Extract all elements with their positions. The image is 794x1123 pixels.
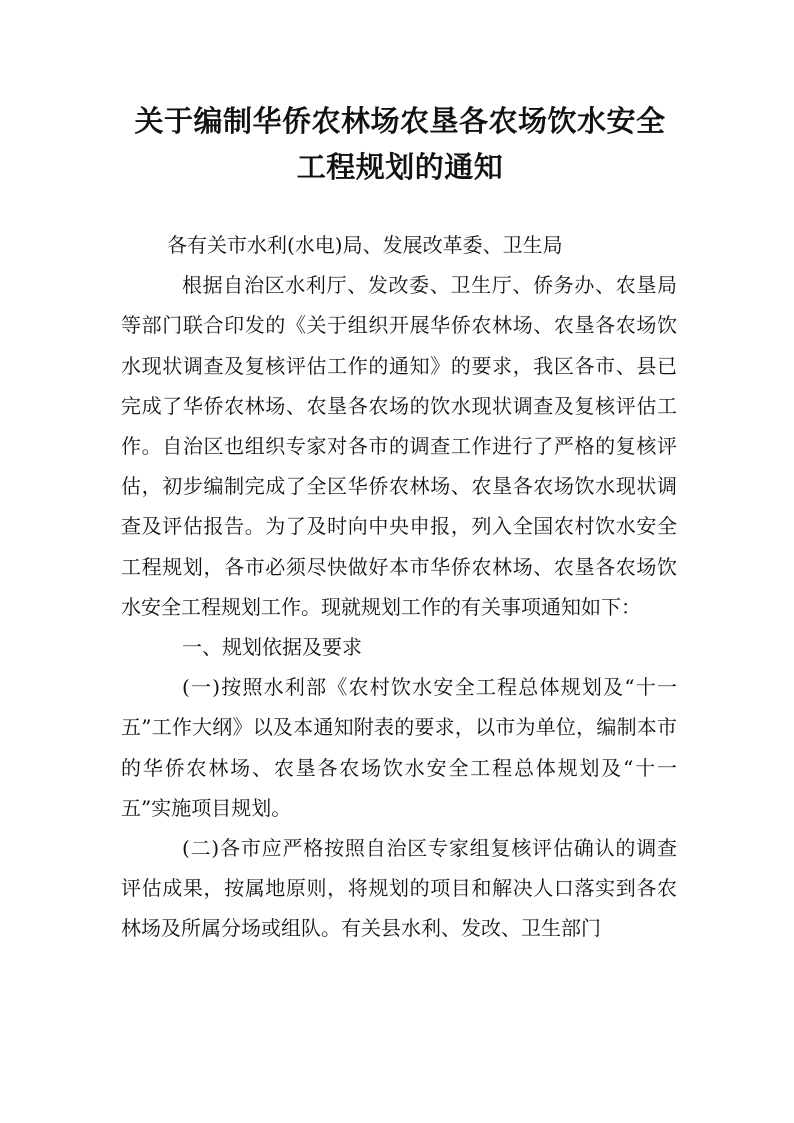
title-line-1: 关于编制华侨农林场农垦各农场饮水安全	[134, 104, 666, 138]
salutation: 各有关市水利(水电)局、发展改革委、卫生局	[167, 233, 563, 257]
paragraph: (一)按照水利部《农村饮水安全工程总体规划及“十一五”工作大纲》以及本通知附表的要求，以市为单位，编制本市的华侨农林场、农垦各农场饮水安全工程总体规划及“十一五”实施项目规划。	[121, 675, 677, 820]
paragraph: 根据自治区水利厅、发改委、卫生厅、侨务办、农垦局等部门联合印发的《关于组织开展华侨农林场、农垦各农场饮水现状调查及复核评估工作的通知》的要求，我区各市、县已完成了华侨农林场、农垦各农场的饮水现状调查及复核评估工作。自治区也组织专家对各市的调查工作进行了严格的复核评估，初步编制完成了全区华侨农林场、农垦各农场饮水现状调查及评估报告。为了及时向中央申报，列入全国农村饮水安全工程规划，各市必须尽快做好本市华侨农林场、农垦各农场饮水安全工程规划工作。现就规划工作的有关事项通知如下：	[121, 273, 677, 619]
document-title	[120, 98, 680, 190]
paragraph: (二)各市应严格按照自治区专家组复核评估确认的调查评估成果，按属地原则，将规划的项目和解决人口落实到各农林场及所属分场或组队。有关县水利、发改、卫生部门	[121, 836, 677, 941]
section-heading: 一、规划依据及要求	[182, 635, 362, 660]
title-line-2: 工程规划的通知	[296, 150, 504, 184]
document-body	[121, 225, 677, 949]
